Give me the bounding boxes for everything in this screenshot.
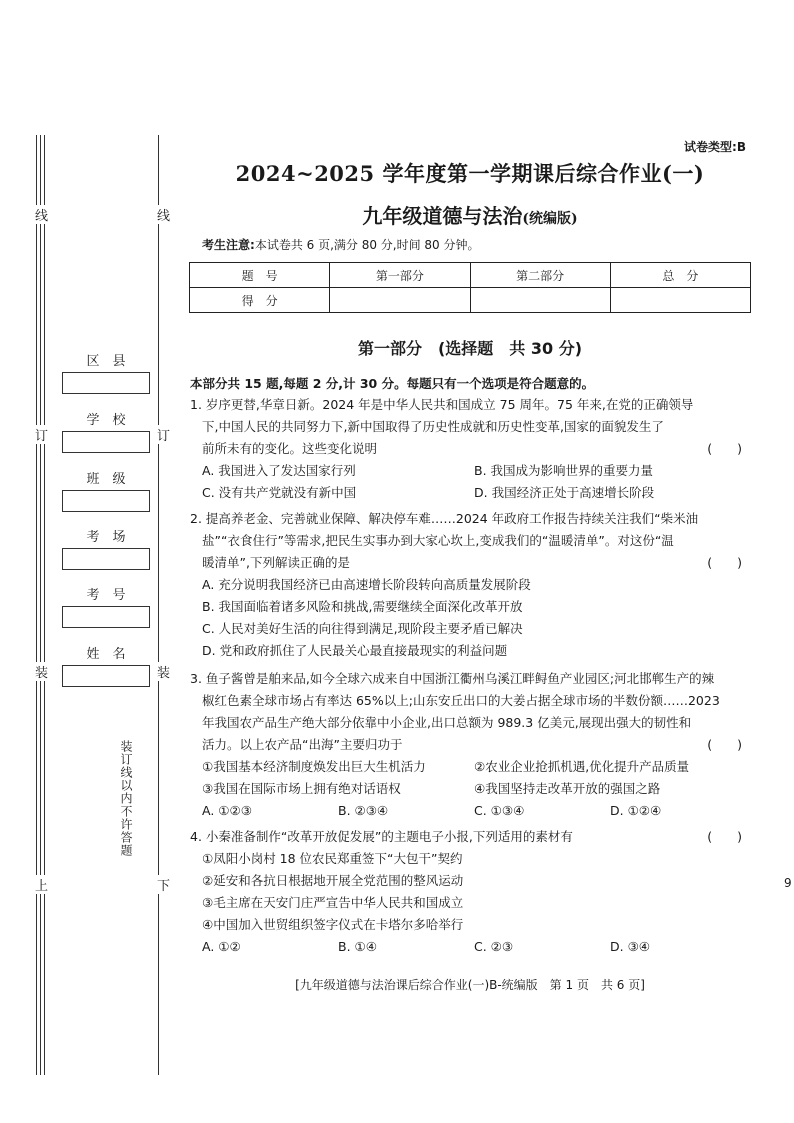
bind-char-zhuang-right: 装: [157, 662, 170, 681]
question-line: 年我国农产品生产绝大部分依靠中小企业,出口总额为 989.3 亿美元,展现出强大的韧性和: [202, 715, 692, 730]
question-4: [190, 826, 746, 958]
question-line: [190, 826, 746, 848]
question-line: 1. 岁序更替,华章日新。2024 年是中华人民共和国成立 75 周年。75 年来,在党的正确领导: [190, 397, 694, 412]
statement: ④中国加入世贸组织签字仪式在卡塔尔多哈举行: [202, 917, 464, 932]
option-d[interactable]: D. ①②④: [610, 803, 662, 818]
binding-line: [44, 135, 45, 1075]
question-1: [190, 394, 746, 504]
option-b[interactable]: B. 我国面临着诸多风险和挑战,需要继续全面深化改革开放: [202, 599, 523, 614]
page-mark: 9: [784, 876, 792, 890]
field-label: 区 县: [86, 354, 126, 369]
score-table: [189, 262, 751, 313]
question-line: 椒红色素全球市场占有率达 65%以上;山东安丘出口的大姜占据全球市场的半数份额……2023: [202, 693, 720, 708]
statement: ④我国坚持走改革开放的强国之路: [474, 781, 661, 796]
question-line: 前所未有的变化。这些变化说明: [202, 441, 378, 456]
question-text: 暖清单”,下列解读正确的是: [202, 555, 350, 570]
table-cell: 总 分: [610, 263, 750, 288]
question-text: 4. 小秦准备制作“改革开放促发展”的主题电子小报,下列适用的素材有: [190, 829, 573, 844]
statement: ③我国在国际市场上拥有绝对话语权: [202, 781, 401, 796]
table-cell: 第一部分: [330, 263, 470, 288]
table-row: [190, 263, 751, 288]
notice-text: 本试卷共 6 页,满分 80 分,时间 80 分钟。: [254, 238, 480, 252]
statement: ②延安和各抗日根据地开展全党范围的整风运动: [202, 873, 464, 888]
option-b[interactable]: B. ①④: [338, 939, 377, 954]
table-cell: 题 号: [190, 263, 330, 288]
option-a[interactable]: A. ①②③: [202, 803, 252, 818]
field-label: 学 校: [86, 413, 126, 428]
option-d[interactable]: D. 我国经济正处于高速增长阶段: [474, 485, 655, 500]
option-c[interactable]: C. ①③④: [474, 803, 525, 818]
score-cell-part1[interactable]: [330, 288, 470, 313]
field-label: 姓 名: [86, 647, 126, 662]
part-instructions: 本部分共 15 题,每题 2 分,计 30 分。每题只有一个选项是符合题意的。: [190, 376, 595, 391]
school-input[interactable]: [62, 431, 150, 453]
bind-char-xian-right: 线: [157, 205, 170, 224]
notice-label: 考生注意:: [202, 238, 255, 252]
field-name: [62, 645, 150, 687]
answer-blank[interactable]: ( ): [707, 829, 742, 844]
options-row: [190, 936, 746, 958]
question-line: 3. 鱼子酱曾是舶来品,如今全球六成来自中国浙江衢州乌溪江畔鲟鱼产业园区;河北邯郸生产的辣: [190, 671, 715, 686]
question-text: 活力。以上农产品“出海”主要归功于: [202, 737, 403, 752]
statement: ②农业企业抢抓机遇,优化提升产品质量: [474, 759, 690, 774]
table-cell: 第二部分: [470, 263, 610, 288]
field-label: 班 级: [86, 472, 126, 487]
field-exam-room: [62, 528, 150, 570]
option-a[interactable]: A. ①②: [202, 939, 241, 954]
bind-char-xia: 下: [157, 875, 170, 894]
options-row: [190, 800, 746, 822]
option-b[interactable]: B. 我国成为影响世界的重要力量: [474, 463, 654, 478]
statement: ①我国基本经济制度焕发出巨大生机活力: [202, 759, 426, 774]
field-class: [62, 470, 150, 512]
statement: ①凤阳小岗村 18 位农民郑重签下“大包干”契约: [202, 851, 463, 866]
option-c[interactable]: C. ②③: [474, 939, 514, 954]
page-title: 2024~2025 学年度第一学期课后综合作业(一): [235, 161, 705, 186]
field-exam-number: [62, 586, 150, 628]
exam-number-input[interactable]: [62, 606, 150, 628]
name-input[interactable]: [62, 665, 150, 687]
class-input[interactable]: [62, 490, 150, 512]
question-line: [190, 734, 746, 756]
table-row: [190, 288, 751, 313]
exam-room-input[interactable]: [62, 548, 150, 570]
paper-type: 试卷类型:B: [684, 140, 746, 154]
subject-title: [190, 200, 750, 229]
question-line: 下,中国人民的共同努力下,新中国取得了历史性成就和历史性变革,国家的面貌发生了: [202, 419, 664, 434]
answer-blank[interactable]: ( ): [707, 441, 742, 456]
subject-name: 九年级道德与法治: [362, 204, 523, 228]
part-title: 第一部分 (选择题 共 30 分): [357, 339, 583, 358]
bind-char-shang: 上: [35, 875, 48, 894]
options-row: [190, 482, 746, 504]
option-c[interactable]: C. 人民对美好生活的向往得到满足,现阶段主要矛盾已解决: [202, 621, 523, 636]
edition-note: (统编版): [522, 211, 578, 227]
option-c[interactable]: C. 没有共产党就没有新中国: [202, 485, 357, 500]
option-a[interactable]: A. 充分说明我国经济已由高速增长阶段转向高质量发展阶段: [202, 577, 531, 592]
question-line: 2. 提高养老金、完善就业保障、解决停车难……2024 年政府工作报告持续关注我们“柴米油: [190, 511, 699, 526]
page-footer: [九年级道德与法治课后综合作业(一)B-统编版 第 1 页 共 6 页]: [295, 978, 645, 992]
field-school: [62, 411, 150, 453]
question-line: 盐”“衣食住行”等需求,把民生实事办到大家心坎上,变成我们的“温暖清单”。对这份“温: [202, 533, 674, 548]
statement: ③毛主席在天安门庄严宣告中华人民共和国成立: [202, 895, 464, 910]
bind-char-zhuang-left: 装: [35, 662, 48, 681]
field-label: 考 号: [86, 588, 126, 603]
binding-line: [158, 135, 159, 1075]
field-district: [62, 352, 150, 394]
question-line: [190, 552, 746, 574]
binding-line: [36, 135, 37, 1075]
question-3: [190, 668, 746, 822]
table-cell: 得 分: [190, 288, 330, 313]
bind-char-ding-left: 订: [35, 425, 48, 444]
option-d[interactable]: D. 党和政府抓住了人民最关心最直接最现实的利益问题: [202, 643, 508, 658]
answer-blank[interactable]: ( ): [707, 555, 742, 570]
score-cell-part2[interactable]: [470, 288, 610, 313]
option-d[interactable]: D. ③④: [610, 939, 650, 954]
binding-note: 装订线以内不许答题: [119, 740, 133, 857]
question-2: [190, 508, 746, 662]
district-input[interactable]: [62, 372, 150, 394]
score-cell-total[interactable]: [610, 288, 750, 313]
bind-char-ding-right: 订: [157, 425, 170, 444]
bind-char-xian-left: 线: [35, 205, 48, 224]
statements-row: [190, 756, 746, 778]
option-a[interactable]: A. 我国进入了发达国家行列: [202, 463, 356, 478]
answer-blank[interactable]: ( ): [707, 737, 742, 752]
field-label: 考 场: [86, 530, 126, 545]
exam-notice: [202, 236, 480, 253]
statements-row: [190, 778, 746, 800]
option-b[interactable]: B. ②③④: [338, 803, 389, 818]
binding-line: [40, 135, 41, 1075]
